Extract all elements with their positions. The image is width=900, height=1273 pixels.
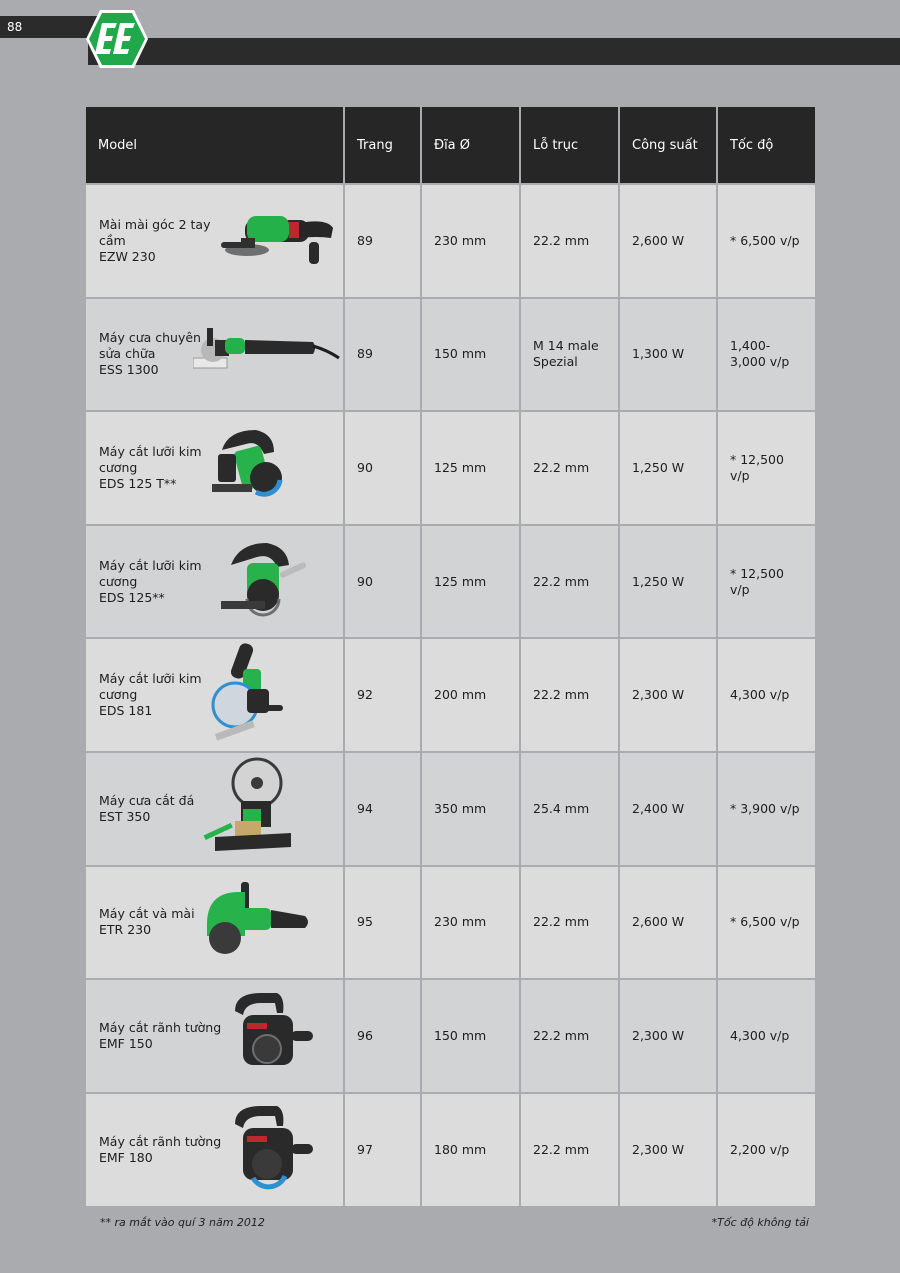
power-cell: 1,250 W — [619, 411, 717, 525]
page-number: 88 — [7, 20, 23, 34]
disc-cell: 200 mm — [421, 638, 520, 752]
model-code: EZW 230 — [99, 248, 156, 264]
model-cell — [86, 298, 344, 412]
table-row — [86, 184, 815, 298]
bore-cell: 25.4 mm — [520, 752, 619, 866]
model-name: Máy cưa cắt đá — [99, 792, 195, 808]
page-cell: 89 — [344, 184, 421, 298]
table-row — [86, 298, 815, 412]
page-cell: 89 — [344, 298, 421, 412]
bore-cell: 22.2 mm — [520, 411, 619, 525]
power-cell: 2,300 W — [619, 979, 717, 1093]
power-cell: 2,600 W — [619, 184, 717, 298]
model-code: EDS 181 — [99, 703, 153, 719]
power-cell: 2,300 W — [619, 638, 717, 752]
footnote-no-load-speed: *Tốc độ không tải — [711, 1216, 809, 1229]
page-cell: 97 — [344, 1093, 421, 1207]
model-name: Máy cắt lưỡi kim cương — [99, 443, 202, 475]
model-code: ETR 230 — [99, 922, 152, 938]
table-row — [86, 752, 815, 866]
model-cell — [86, 866, 344, 980]
speed-cell: 2,200 v/p — [717, 1093, 815, 1207]
table-row — [86, 1093, 815, 1207]
speed-cell: 4,300 v/p — [717, 979, 815, 1093]
model-code: EDS 125** — [99, 589, 165, 605]
model-cell — [86, 525, 344, 639]
speed-cell: * 12,500 v/p — [717, 411, 815, 525]
model-code: EDS 125 T** — [99, 475, 177, 491]
header-bar-right — [88, 38, 900, 65]
disc-cell: 350 mm — [421, 752, 520, 866]
table-header-row — [86, 107, 815, 184]
page-cell: 95 — [344, 866, 421, 980]
model-code: EST 350 — [99, 808, 151, 824]
bore-cell: 22.2 mm — [520, 184, 619, 298]
speed-cell: * 6,500 v/p — [717, 866, 815, 980]
table-row — [86, 638, 815, 752]
model-code: EMF 180 — [99, 1150, 153, 1166]
page-cell: 94 — [344, 752, 421, 866]
bore-cell: 22.2 mm — [520, 638, 619, 752]
model-cell — [86, 638, 344, 752]
table-row — [86, 525, 815, 639]
header-speed: Tốc độ — [717, 107, 815, 184]
speed-cell: 4,300 v/p — [717, 638, 815, 752]
bore-cell: 22.2 mm — [520, 866, 619, 980]
page-cell: 92 — [344, 638, 421, 752]
model-code: EMF 150 — [99, 1035, 153, 1051]
disc-cell: 150 mm — [421, 979, 520, 1093]
power-cell: 1,250 W — [619, 525, 717, 639]
speed-cell: * 6,500 v/p — [717, 184, 815, 298]
page-cell: 90 — [344, 525, 421, 639]
spec-table — [86, 107, 815, 1206]
model-name: Máy cắt lưỡi kim cương — [99, 671, 202, 703]
speed-cell: * 12,500 v/p — [717, 525, 815, 639]
disc-cell: 125 mm — [421, 525, 520, 639]
model-name: Máy cưa chuyên sửa chữa — [99, 330, 201, 362]
bore-cell: 22.2 mm — [520, 1093, 619, 1207]
model-cell — [86, 979, 344, 1093]
model-name: Máy cắt lưỡi kim cương — [99, 557, 202, 589]
disc-cell: 180 mm — [421, 1093, 520, 1207]
model-cell — [86, 411, 344, 525]
header-page: Trang — [344, 107, 421, 184]
disc-cell: 230 mm — [421, 866, 520, 980]
page-cell: 96 — [344, 979, 421, 1093]
header-model: Model — [86, 107, 344, 184]
power-cell: 2,600 W — [619, 866, 717, 980]
header-power: Công suất — [619, 107, 717, 184]
model-name: Mài mài góc 2 tay cầm — [99, 216, 211, 248]
header-disc: Đĩa Ø — [421, 107, 520, 184]
disc-cell: 125 mm — [421, 411, 520, 525]
model-name: Máy cắt và mài — [99, 906, 195, 922]
table-row — [86, 411, 815, 525]
bore-cell: 22.2 mm — [520, 525, 619, 639]
power-cell: 2,300 W — [619, 1093, 717, 1207]
table-row — [86, 866, 815, 980]
disc-cell: 230 mm — [421, 184, 520, 298]
power-cell: 2,400 W — [619, 752, 717, 866]
table-row — [86, 979, 815, 1093]
speed-cell: 1,400-3,000 v/p — [717, 298, 815, 412]
page-cell: 90 — [344, 411, 421, 525]
model-name: Máy cắt rãnh tường — [99, 1134, 222, 1150]
footnote-release: ** ra mắt vào quí 3 năm 2012 — [100, 1216, 265, 1229]
model-name: Máy cắt rãnh tường — [99, 1019, 222, 1035]
bore-cell: M 14 male Spezial — [520, 298, 619, 412]
model-cell — [86, 1093, 344, 1207]
disc-cell: 150 mm — [421, 298, 520, 412]
model-cell — [86, 752, 344, 866]
model-code: ESS 1300 — [99, 362, 159, 378]
bore-cell: 22.2 mm — [520, 979, 619, 1093]
header-bore: Lỗ trục — [520, 107, 619, 184]
brand-logo — [86, 10, 148, 68]
speed-cell: * 3,900 v/p — [717, 752, 815, 866]
power-cell: 1,300 W — [619, 298, 717, 412]
model-cell — [86, 184, 344, 298]
